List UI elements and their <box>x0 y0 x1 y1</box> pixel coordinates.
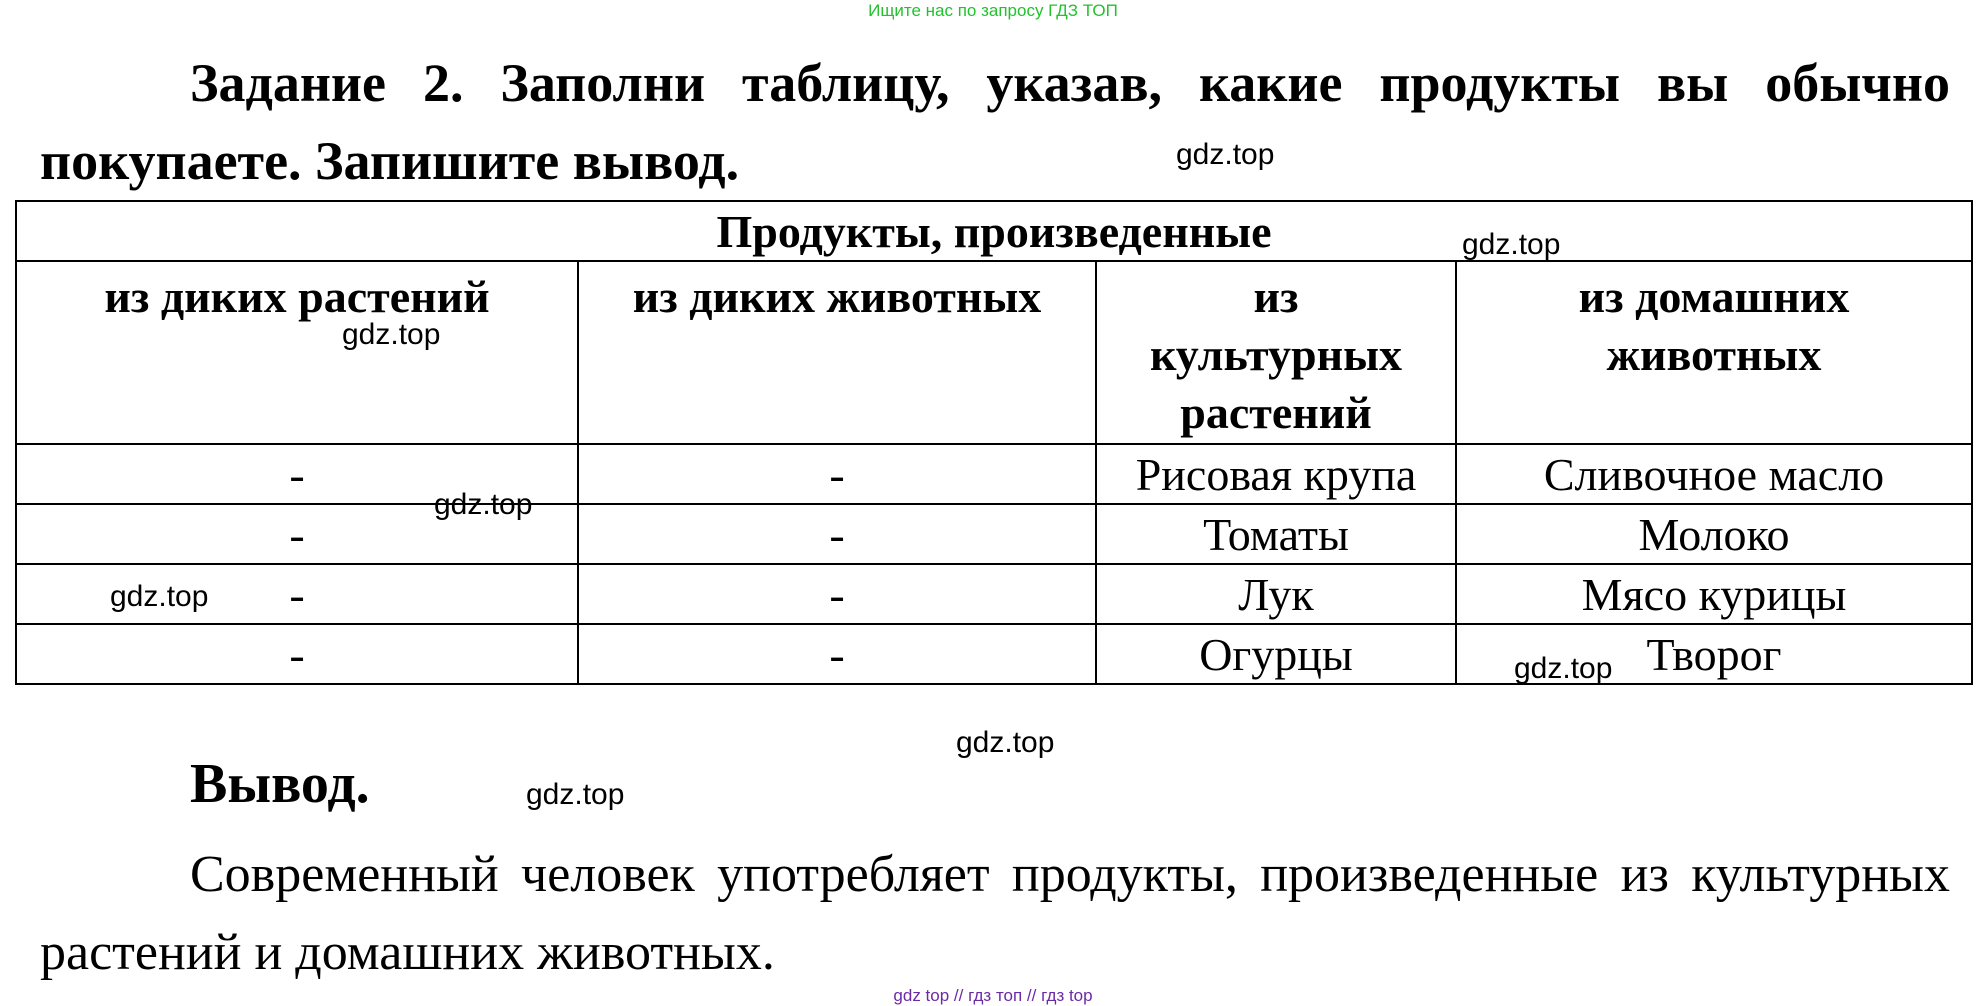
products-table <box>15 200 1973 685</box>
column-header: из культурных растений <box>1096 261 1456 444</box>
table-cell: Рисовая крупа <box>1096 444 1456 504</box>
watermark: gdz.top <box>342 318 441 351</box>
table-row <box>16 444 1972 504</box>
table-cell: - <box>578 504 1096 564</box>
watermark: gdz.top <box>434 488 533 521</box>
table-cell: Сливочное масло <box>1456 444 1972 504</box>
task-heading: Задание 2. Заполни таблицу, указав, какие продукты вы обычно покупаете. Запишите вывод. <box>40 53 1950 191</box>
table-cell: - <box>16 564 578 624</box>
bottom-banner[interactable]: gdz top // гдз топ // гдз top <box>893 986 1093 1005</box>
table-cell: Мясо курицы <box>1456 564 1972 624</box>
watermark: gdz.top <box>1462 228 1561 261</box>
watermark: gdz.top <box>110 580 209 613</box>
table-row <box>16 504 1972 564</box>
table-cell: Творог <box>1456 624 1972 684</box>
column-header: из диких растений <box>16 261 578 444</box>
conclusion-text: Современный человек употребляет продукты, произведенные из культурных растений и домашних животных. <box>40 846 1950 981</box>
watermark: gdz.top <box>1176 138 1275 171</box>
conclusion-title: Вывод. <box>190 753 370 815</box>
table-cell: - <box>16 444 578 504</box>
column-header: из домашних животных <box>1456 261 1972 444</box>
watermark: gdz.top <box>526 778 625 811</box>
top-banner[interactable]: Ищите нас по запросу ГДЗ ТОП <box>868 1 1118 20</box>
watermark: gdz.top <box>956 726 1055 759</box>
table-cell: - <box>578 564 1096 624</box>
table-cell: - <box>578 624 1096 684</box>
column-header: из диких животных <box>578 261 1096 444</box>
table-cell: Томаты <box>1096 504 1456 564</box>
table-cell: - <box>16 624 578 684</box>
table-cell: Молоко <box>1456 504 1972 564</box>
watermark: gdz.top <box>1514 652 1613 685</box>
table-cell: Огурцы <box>1096 624 1456 684</box>
table-row <box>16 624 1972 684</box>
table-cell: - <box>16 504 578 564</box>
table-row <box>16 564 1972 624</box>
table-title: Продукты, произведенные <box>16 201 1972 261</box>
table-cell: Лук <box>1096 564 1456 624</box>
table-cell: - <box>578 444 1096 504</box>
